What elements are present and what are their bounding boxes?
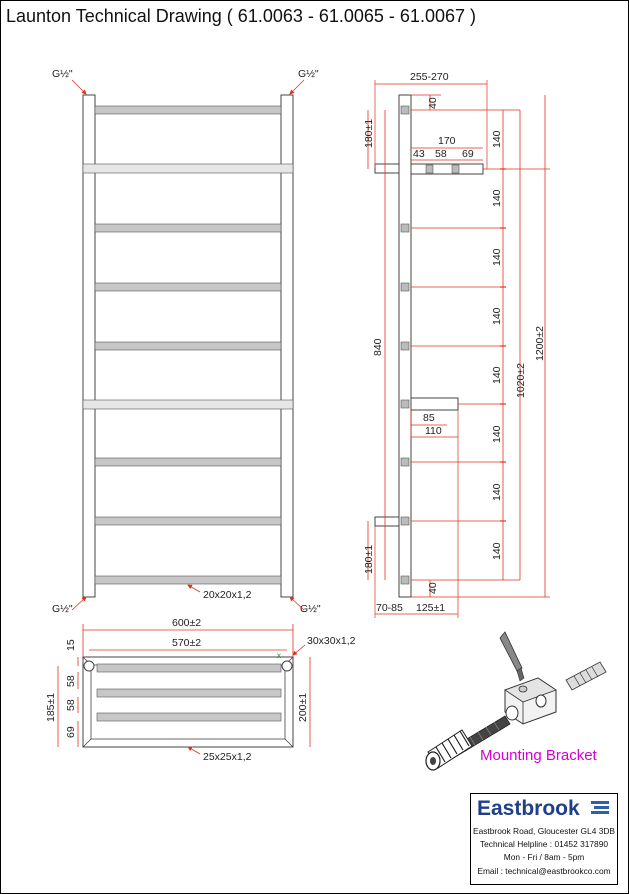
thread-label-top-right: G½": [298, 68, 319, 80]
bracket-span-label: 170: [438, 135, 456, 147]
bracket-bar: [83, 164, 293, 173]
bar-size-label: 20x20x1,2: [203, 589, 252, 601]
edge-label: 15: [65, 639, 77, 651]
drawing-title: Launton Technical Drawing ( 61.0063 - 61.0065 - 61.0067 ): [6, 6, 476, 26]
frame-size-label: 25x25x1,2: [203, 751, 252, 763]
top-bracket-offset-label: 180±1: [363, 118, 375, 148]
front-view: [52, 68, 321, 615]
thread-label-top-left: G½": [52, 68, 73, 80]
company-address: Eastbrook Road, Gloucester GL4 3DB: [473, 826, 615, 836]
top-depth-label: 185±1: [45, 692, 57, 722]
pitch-label: 140: [491, 425, 503, 443]
company-hours: Mon - Fri / 8am - 5pm: [503, 852, 585, 862]
bracket-projection-a-label: 85: [423, 412, 435, 424]
towel-bar: [95, 106, 281, 114]
bottom-bracket-offset-label: 180±1: [363, 544, 375, 574]
wall-gap-label: 70-85: [376, 602, 403, 614]
towel-bar: [95, 342, 281, 350]
top-width-label: 600±2: [172, 617, 202, 629]
mounting-bracket-title: Mounting Bracket: [480, 747, 597, 764]
bracket-b-label: 58: [435, 148, 447, 160]
wall-plug-icon: [566, 662, 606, 690]
offset-bar-top: [411, 164, 483, 174]
bracket-bar: [83, 400, 293, 409]
side-view: [363, 71, 550, 618]
side-depth-label: 255-270: [410, 71, 449, 83]
overall-depth-label: 125±1: [416, 602, 446, 614]
offset-bar-mid: [411, 398, 458, 410]
towel-bar: [95, 224, 281, 232]
pitch-label: 140: [491, 483, 503, 501]
towel-bar: [95, 283, 281, 291]
top-view: [45, 617, 356, 763]
pitch-label: 140: [491, 542, 503, 560]
allen-key-icon: [500, 632, 522, 671]
inlet-circle-left: [84, 661, 94, 671]
pitch-label: 140: [491, 307, 503, 325]
eastbrook-logo-icon: [591, 801, 609, 819]
inlet-circle-right: [282, 661, 292, 671]
pitch-label: 140: [491, 189, 503, 207]
svg-text:x: x: [277, 651, 281, 660]
wall-bracket-top: [375, 164, 399, 173]
thread-label-bottom-left: G½": [52, 603, 73, 615]
company-helpline: Technical Helpline : 01452 317890: [479, 839, 609, 849]
towel-bar: [95, 517, 281, 525]
bracket-projection-b-label: 110: [425, 425, 442, 437]
bottom-offset-label: 40: [427, 582, 439, 594]
top-outer-depth-label: 200±1: [297, 692, 309, 722]
company-email: Email : technical@eastbrookco.com: [477, 866, 611, 876]
top-offset-label: 40: [427, 97, 439, 109]
thread-label-bottom-right: G½": [300, 603, 321, 615]
gap-a-label: 58: [65, 675, 77, 687]
top-centres-label: 570±2: [172, 637, 202, 649]
company-name: Eastbrook: [477, 797, 580, 820]
towel-bar: [95, 576, 281, 584]
bracket-a-label: 43: [413, 148, 425, 160]
washer-icon: [506, 706, 518, 720]
height-label: 1200±2: [534, 326, 546, 361]
gap-b-label: 58: [65, 699, 77, 711]
pitch-label: 140: [491, 248, 503, 266]
pitch-label: 140: [491, 366, 503, 384]
rail-centres-label: 840: [372, 338, 384, 356]
pitch-label: 140: [491, 130, 503, 148]
wall-bracket-bottom: [375, 517, 399, 526]
bracket-centres-label: 1020±2: [515, 363, 527, 398]
rail-size-label: 30x30x1,2: [307, 635, 356, 647]
rear-label: 69: [65, 726, 77, 738]
bracket-c-label: 69: [462, 148, 474, 160]
company-info-box: [470, 793, 618, 885]
towel-bar: [95, 458, 281, 466]
